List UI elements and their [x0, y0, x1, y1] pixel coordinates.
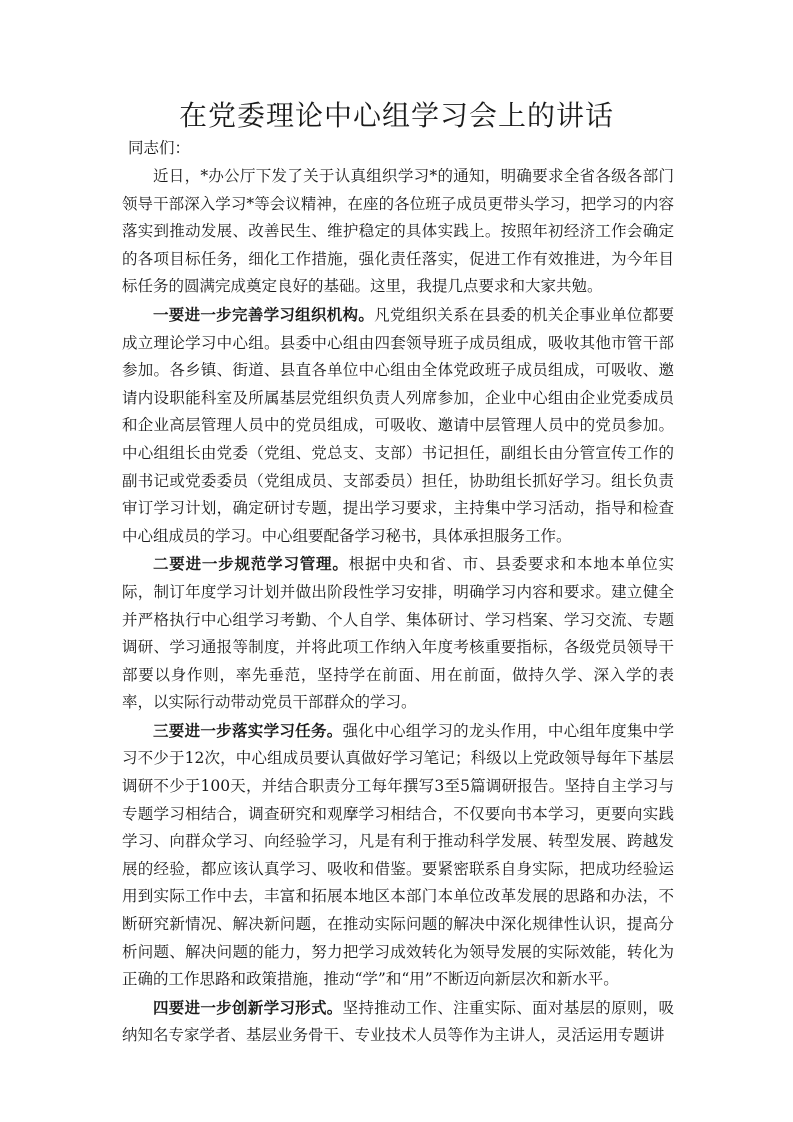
- section-text-4: 坚持推动工作、注重实际、面对基层的原则，吸纳知名专家学者、基层业务骨干、专业技术人员等作为主讲人，灵活运用专题讲: [122, 998, 674, 1045]
- section-heading-4: 四要进一步创新学习形式。: [153, 997, 343, 1017]
- section-text-2: 根据中央和省、市、县委要求和本地本单位实际，制订年度学习计划并做出阶段性学习安排，明确学习内容和要求。建立健全并严格执行中心组学习考勤、个人自学、集体研讨、学习档案、学习交流、专题调研、学习通报等制度，并将此项工作纳入年度考核重要指标，各级党员领导干部要以身作则，率先垂范，坚持学在前面、用在前面，做持久学、深入学的表率，以实际行动带动党员干部群众的学习。: [122, 555, 674, 712]
- section-text-1: 凡党组织关系在县委的机关企事业单位都要成立理论学习中心组。县委中心组由四套领导班子成员组成，吸收其他市管干部参加。各乡镇、街道、县直各单位中心组由全体党政班子成员组成，可吸收、邀请内设职能科室及所属基层党组织负责人列席参加，企业中心组由企业党委成员和企业高层管理人员中的党员组成，可吸收、邀请中层管理人员中的党员参加。中心组组长由党委（党组、党总支、支部）书记担任，副组长由分管宣传工作的副书记或党委委员（党组成员、支部委员）担任，协助组长抓好学习。组长负责审订学习计划，确定研讨专题，提出学习要求，主持集中学习活动，指导和检查中心组成员的学习。中心组要配备学习秘书，具体承担服务工作。: [122, 305, 674, 545]
- section-heading-1: 一要进一步完善学习组织机构。: [153, 304, 375, 324]
- document-body: [122, 163, 674, 1050]
- section-heading-2: 二要进一步规范学习管理。: [153, 554, 349, 574]
- section-paragraph-3: [122, 717, 674, 994]
- document-title: 在党委理论中心组学习会上的讲话: [178, 99, 614, 132]
- section-paragraph-2: [122, 550, 674, 717]
- intro-paragraph: 近日，*办公厅下发了关于认真组织学习*的通知，明确要求全省各级各部门领导干部深入学习*等会议精神，在座的各位班子成员更带头学习，把学习的内容落实到推动发展、改善民生、维护稳定的具体实践上。按照年初经济工作会确定的各项目标任务，细化工作措施，强化责任落实，促进工作有效推进，为今年目标任务的圆满完成奠定良好的基础。这里，我提几点要求和大家共勉。: [122, 167, 674, 296]
- section-paragraph-1: [122, 301, 674, 550]
- section-paragraph-4: [122, 994, 674, 1050]
- salutation: 同志们：: [128, 139, 191, 157]
- section-text-3: 强化中心组学习的龙头作用，中心组年度集中学习不少于12次，中心组成员要认真做好学习笔记；科级以上党政领导每年下基层调研不少于100天，并结合职责分工每年撰写3至5篇调研报告。坚持自主学习与专题学习相结合，调查研究和观摩学习相结合，不仅要向书本学习，更要向实践学习、向群众学习、向经验学习，凡是有利于推动科学发展、转型发展、跨越发展的经验，都应该认真学习、吸收和借鉴。要紧密联系自身实际，把成功经验运用到实际工作中去，丰富和拓展本地区本部门本单位改革发展的思路和办法，不断研究新情况、解决新问题，在推动实际问题的解决中深化规律性认识，提高分析问题、解决问题的能力，努力把学习成效转化为领导发展的实际效能，转化为正确的工作思路和政策措施，推动“学”和“用”不断迈向新层次和新水平。: [122, 721, 674, 989]
- section-heading-3: 三要进一步落实学习任务。: [153, 720, 343, 740]
